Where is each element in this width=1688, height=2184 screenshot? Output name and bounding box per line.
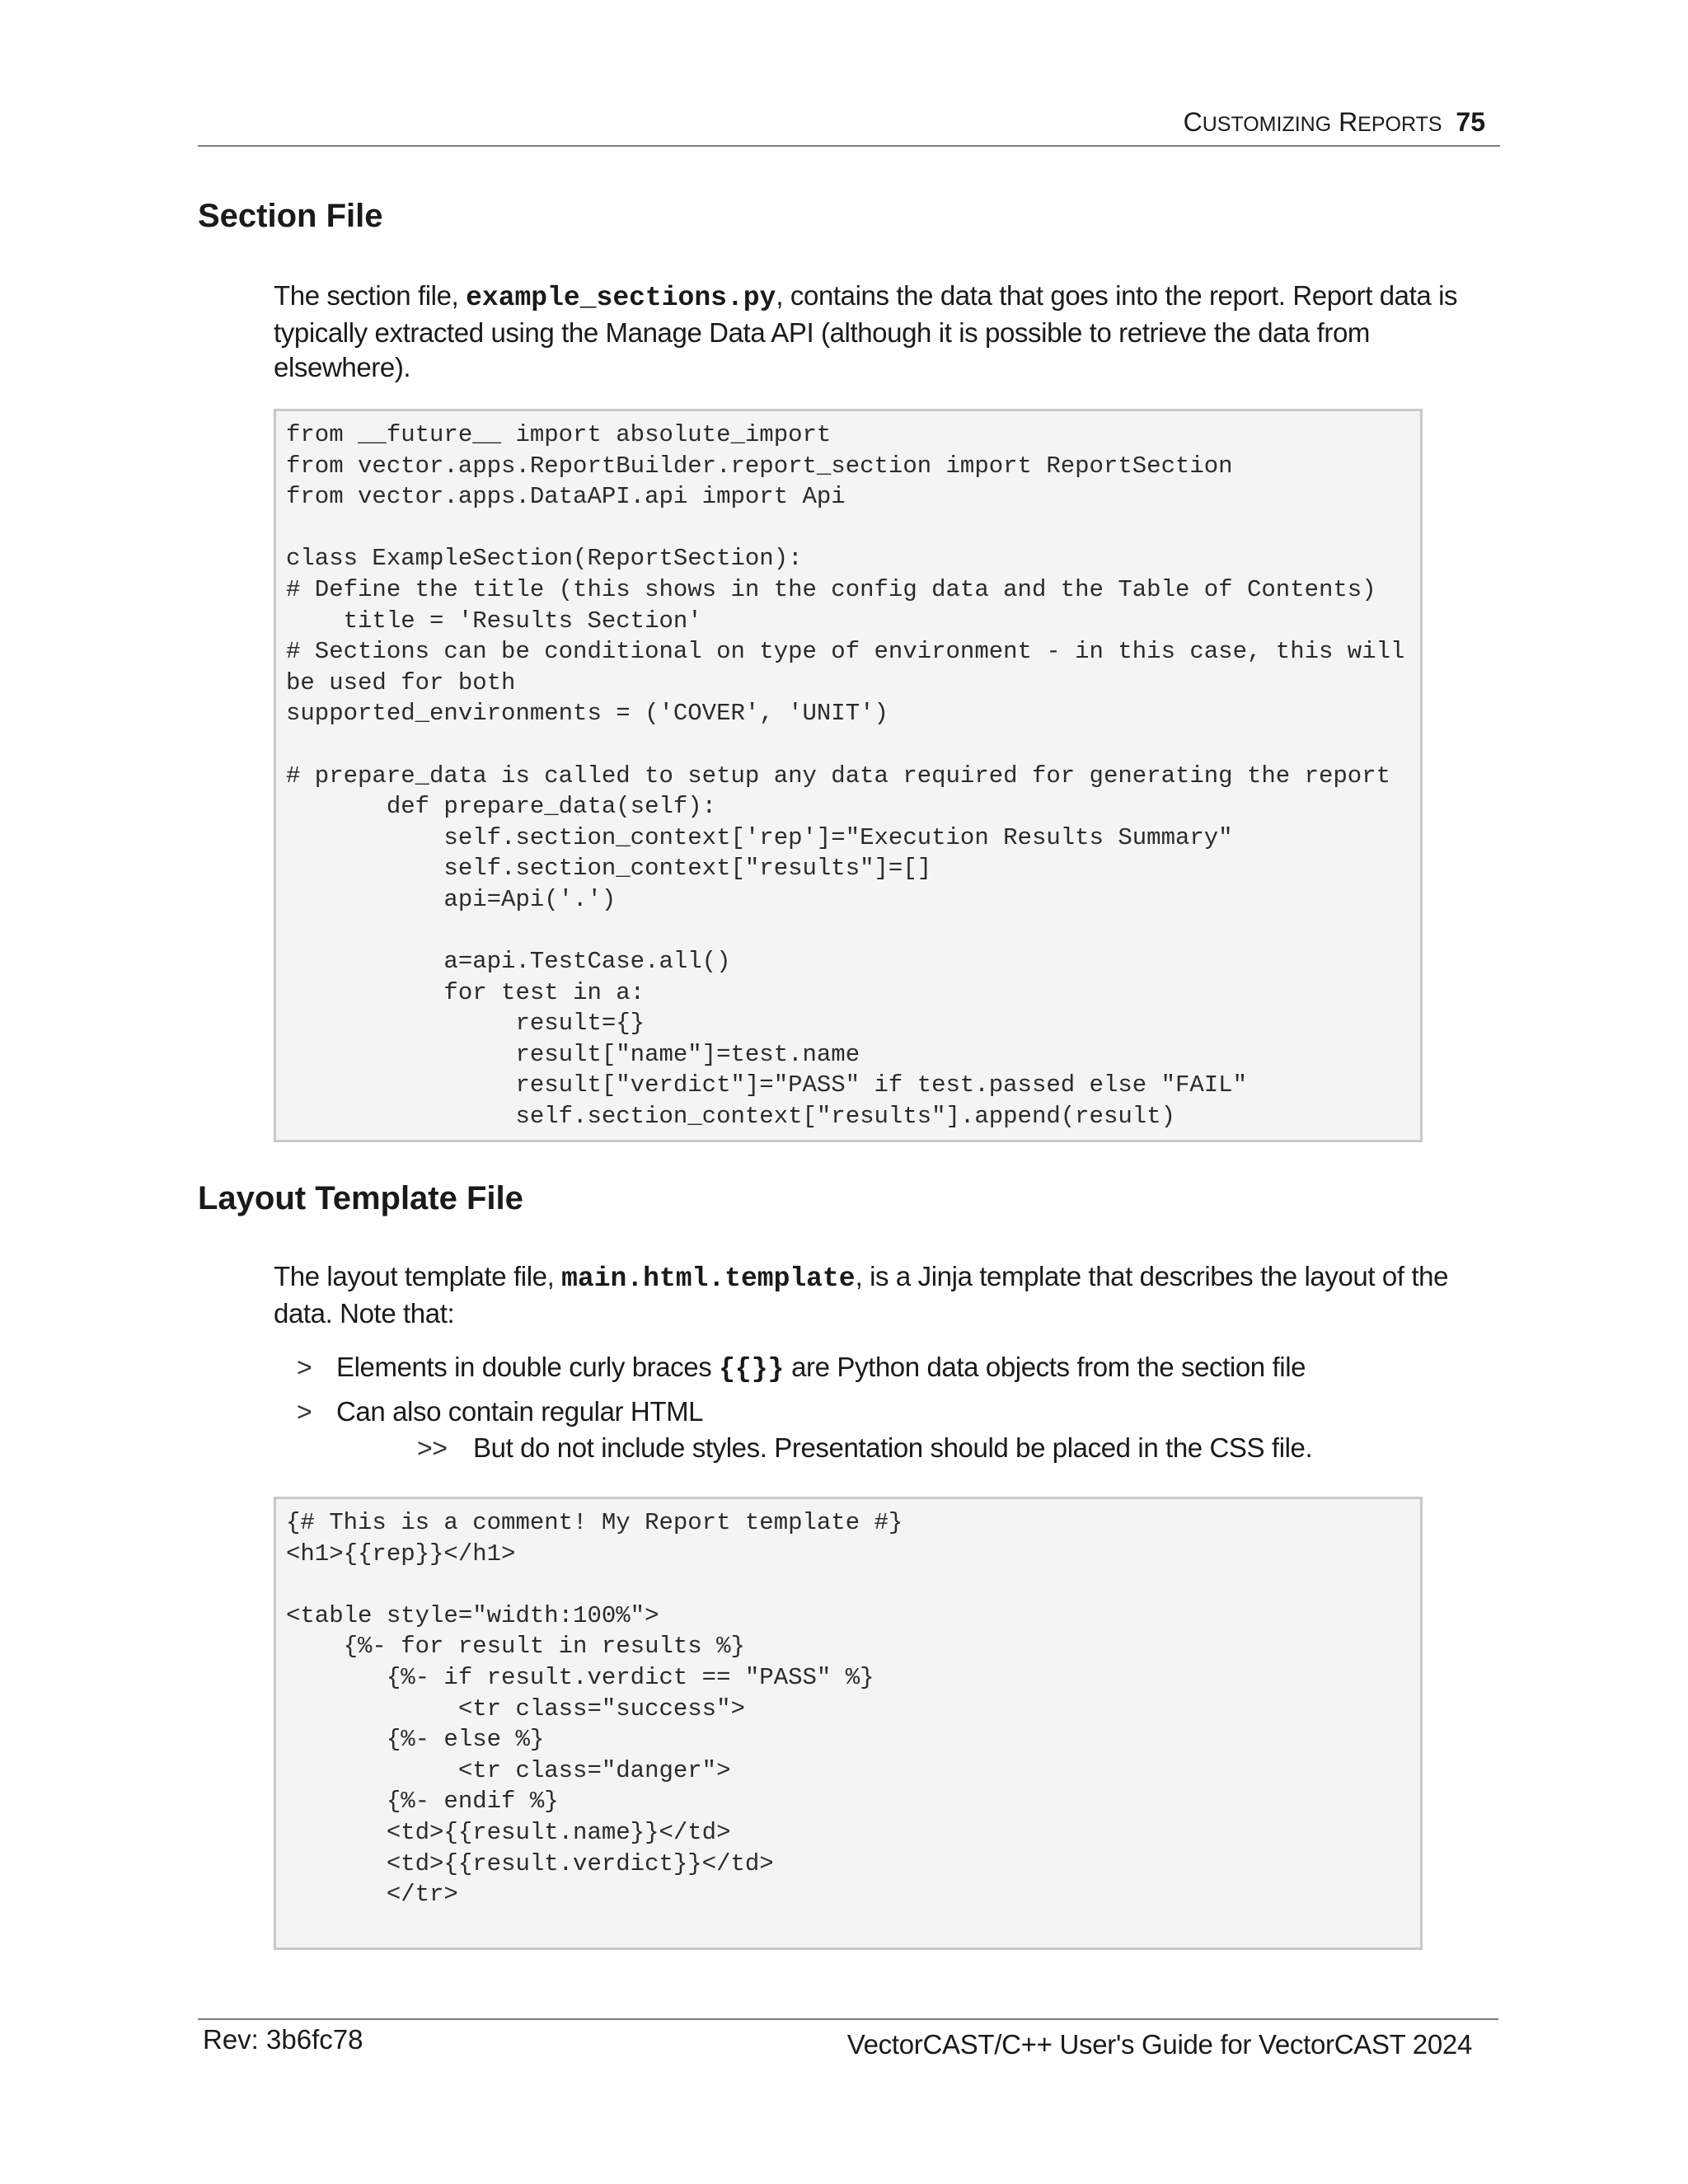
bullet-marker: > — [297, 1352, 312, 1382]
list-item-text-after: are Python data objects from the section file — [784, 1352, 1306, 1382]
header-title-letter-1: C — [1183, 107, 1203, 137]
header-title-rest-2: EPORTS — [1357, 113, 1442, 136]
section-file-text-before: The section file, — [274, 280, 467, 311]
footer-revision: Rev: 3b6fc78 — [203, 2024, 363, 2055]
layout-template-text-after: , is a Jinja template that describes the layout of the data. Note that: — [274, 1261, 1449, 1329]
list-item — [297, 1350, 1467, 1394]
list-item-text — [336, 1350, 1306, 1387]
note-list — [297, 1350, 1467, 1475]
section-file-code-block — [274, 409, 1423, 1142]
layout-template-heading: Layout Template File — [198, 1180, 523, 1216]
bullet-marker: > — [297, 1397, 312, 1427]
section-file-filename: example_sections.py — [466, 283, 776, 313]
layout-template-paragraph — [274, 1259, 1469, 1331]
list-item-text-before: Elements in double curly braces — [336, 1352, 720, 1382]
layout-template-filename: main.html.template — [561, 1263, 856, 1294]
header-title-rest-1: USTOMIZING — [1202, 113, 1332, 136]
layout-template-code: {# This is a comment! My Report template #} <h1>{{rep}}</h1> <table style="width:100%"> {%- for result in results %} {%- if result.verdict == "PASS" %} <tr class="success"> {%- else %} <tr class="danger"> {%- endif %} <td>{{result.name}}</td> <td>{{result.verdict}}</td> </tr> — [286, 1509, 903, 1909]
running-header — [1184, 105, 1485, 141]
curly-braces-code: {{}} — [719, 1354, 785, 1385]
header-divider — [198, 145, 1500, 147]
section-file-heading: Section File — [198, 198, 383, 234]
footer-divider — [198, 2018, 1498, 2020]
sub-list-item — [297, 1431, 1467, 1475]
section-file-text-after: , contains the data that goes into the report. Report data is typically extracted using the Manage Data API (although it is possible to retrieve the data from elsewhere). — [274, 280, 1458, 382]
layout-template-text-before: The layout template file, — [274, 1261, 562, 1291]
list-item-text: Can also contain regular HTML — [336, 1396, 704, 1427]
layout-template-code-block — [274, 1497, 1423, 1950]
header-title-letter-2: R — [1339, 107, 1358, 137]
sub-list-item-text: But do not include styles. Presentation should be placed in the CSS file. — [473, 1432, 1313, 1463]
page-number: 75 — [1456, 107, 1485, 137]
footer-book-title: VectorCAST/C++ User's Guide for VectorCAST 2024 — [846, 2029, 1472, 2060]
section-file-paragraph — [274, 279, 1469, 385]
sub-bullet-marker: >> — [417, 1433, 448, 1463]
section-file-code: from __future__ import absolute_import from vector.apps.ReportBuilder.report_section import ReportSection from vector.apps.DataAPI.api import Api class ExampleSection(ReportSection): # Define the title (this shows in the config data and the Table of Contents) title = 'Results Section' # Sections can be conditional on type of environment - in this case, this will be used for both supported_environments = ('COVER', 'UNIT') # prepare_data is called to setup any data required for generating the report def prepare_data(self): self.section_context['rep']="Execution Results Summary" self.section_context["results"]=[] api=Api('.') a=api.TestCase.all() for test in a: result={} result["name"]=test.name result["verdict"]="PASS" if test.passed else "FAIL" self.section_context["results"].append(result) — [286, 421, 1405, 1131]
